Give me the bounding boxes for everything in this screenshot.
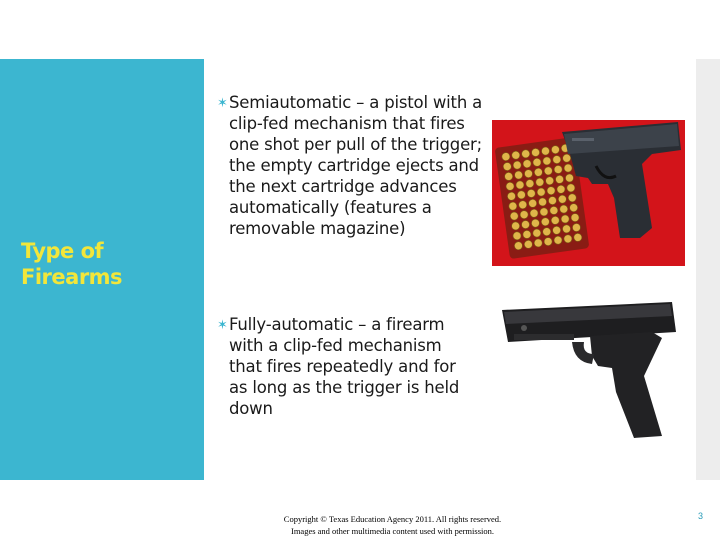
bullet-fully-automatic [217,314,474,419]
bullet-marker-icon: ✶ [217,96,228,111]
pistol-with-ammunition-box-icon [492,120,685,266]
right-scroll-strip [696,59,720,480]
bullet-semiautomatic [217,92,484,239]
copyright-line-1: Copyright © Texas Education Agency 2011. All rights reserved. [283,514,502,524]
bullet-text: Fully-automatic – a firearm with a clip-fed mechanism that fires repeatedly and for as long as the trigger is held down [229,315,460,418]
copyright-footer [230,513,555,537]
slide-title-line-2: Firearms [21,265,123,289]
bullet-marker-icon: ✶ [217,318,228,333]
glock-pistol-icon [494,296,679,441]
slide-title-line-1: Type of [21,239,104,263]
copyright-line-2: Images and other multimedia content used with permission. [290,526,494,536]
page-number: 3 [698,511,704,521]
slide-title [21,238,191,290]
bullet-text: Semiautomatic – a pistol with a clip-fed mechanism that fires one shot per pull of the trigger; the empty cartridge ejects and the next cartridge advances automatically (features a removable magazine) [229,93,483,238]
